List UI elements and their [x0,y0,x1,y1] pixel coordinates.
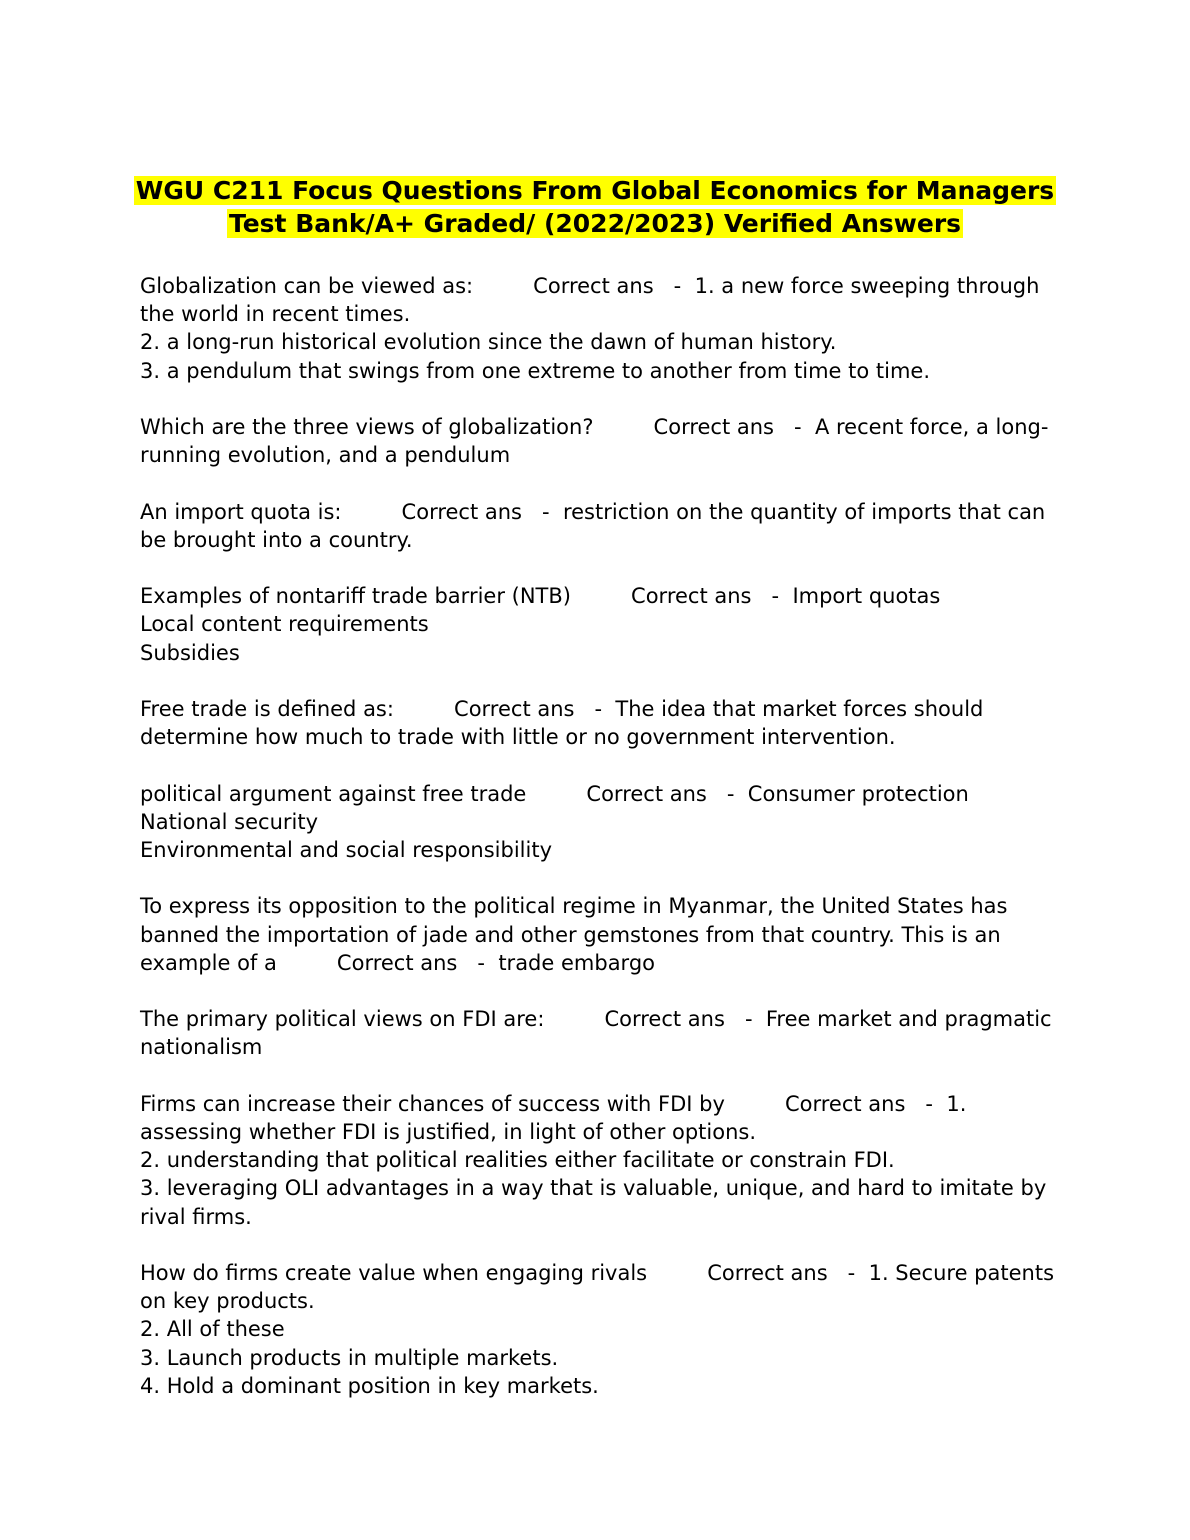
qa-item [140,780,1060,865]
qa-line: National security [140,809,319,834]
qa-line: Examples of nontariff trade barrier (NTB) Correct ans - Import quotas [140,584,941,609]
qa-line: rival firms. [140,1204,252,1229]
qa-item [140,1005,1060,1061]
qa-line: banned the importation of jade and other gemstones from that country. This is an [140,922,1001,947]
qa-line: 4. Hold a dominant position in key markets. [140,1373,599,1398]
qa-line: The primary political views on FDI are: Correct ans - Free market and pragmatic [140,1007,1052,1032]
qa-line: political argument against free trade Correct ans - Consumer protection [140,781,969,806]
qa-line: How do firms create value when engaging rivals Correct ans - 1. Secure patents [140,1260,1055,1285]
document-title [95,174,1095,240]
qa-item [140,1259,1060,1400]
qa-line: the world in recent times. [140,302,411,327]
qa-line: nationalism [140,1035,263,1060]
qa-item [140,1090,1060,1231]
title-line-1: WGU C211 Focus Questions From Global Economics for Managers [135,176,1055,205]
title-line-2: Test Bank/A+ Graded/ (2022/2023) Verified Answers [228,209,962,238]
qa-line: be brought into a country. [140,527,413,552]
qa-line: 3. a pendulum that swings from one extreme to another from time to time. [140,358,931,383]
qa-line: 2. All of these [140,1317,285,1342]
qa-line: determine how much to trade with little or no government intervention. [140,725,896,750]
qa-line: Which are the three views of globalization? Correct ans - A recent force, a long- [140,415,1049,439]
qa-line: assessing whether FDI is justified, in light of other options. [140,1119,757,1144]
qa-line: Globalization can be viewed as: Correct ans - 1. a new force sweeping through [140,274,1040,298]
qa-list [140,272,1060,1428]
qa-line: 3. Launch products in multiple markets. [140,1345,559,1370]
qa-line: running evolution, and a pendulum [140,443,511,468]
qa-item [140,272,1060,385]
qa-item [140,582,1060,667]
qa-item [140,695,1060,751]
qa-item [140,498,1060,554]
qa-line: Subsidies [140,640,240,665]
qa-line: Local content requirements [140,612,429,637]
qa-item [140,892,1060,977]
qa-line: Firms can increase their chances of success with FDI by Correct ans - 1. [140,1091,967,1116]
qa-item [140,413,1060,469]
qa-line: 2. a long-run historical evolution since the dawn of human history. [140,330,837,355]
qa-line: Environmental and social responsibility [140,837,552,862]
qa-line: on key products. [140,1289,315,1314]
qa-line: Free trade is defined as: Correct ans - The idea that market forces should [140,696,984,721]
qa-line: example of a Correct ans - trade embargo [140,950,656,975]
qa-line: To express its opposition to the political regime in Myanmar, the United States has [140,894,1008,919]
qa-line: An import quota is: Correct ans - restriction on the quantity of imports that can [140,499,1046,524]
qa-line: 2. understanding that political realities either facilitate or constrain FDI. [140,1148,895,1173]
qa-line: 3. leveraging OLI advantages in a way that is valuable, unique, and hard to imitate by [140,1176,1047,1201]
